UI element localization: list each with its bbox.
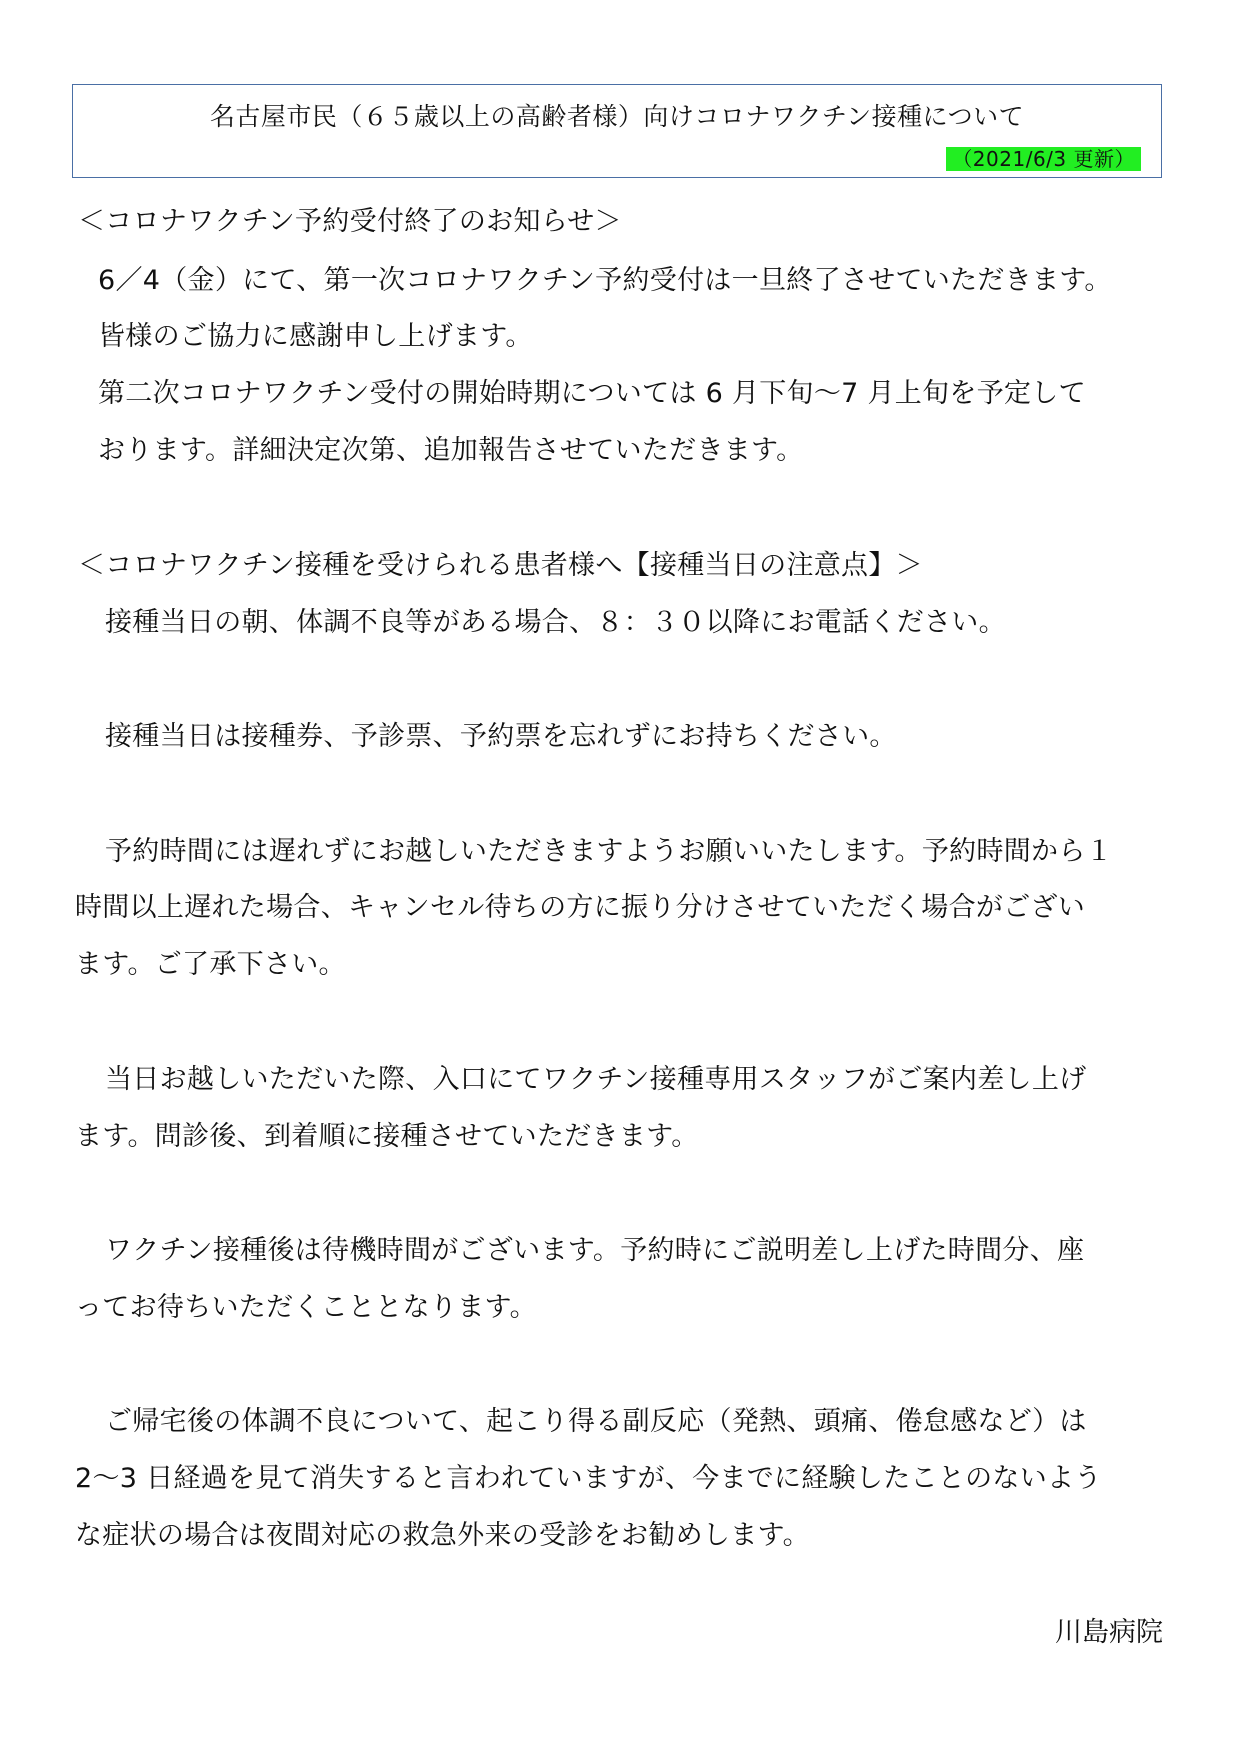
precaution-line: な症状の場合は夜間対応の救急外来の受診をお勧めします。 (75, 1520, 810, 1551)
document-title: 名古屋市民（６５歳以上の高齢者様）向けコロナワクチン接種について (209, 102, 1025, 131)
precaution-line: 2～3 日経過を見て消失すると言われていますが、今までに経験したことのないよう (75, 1463, 1102, 1494)
precaution-line: ご帰宅後の体調不良について、起こり得る副反応（発熱、頭痛、倦怠感など）は (105, 1406, 1087, 1437)
precaution-line: 当日お越しいただいた際、入口にてワクチン接種専用スタッフがご案内差し上げ (105, 1064, 1087, 1095)
precaution-line: 予約時間には遅れずにお越しいただきますようお願いいたします。予約時間から１ (105, 836, 1113, 867)
notice-line: 皆様のご協力に感謝申し上げます。 (98, 321, 533, 352)
precaution-line: ます。問診後、到着順に接種させていただきます。 (75, 1121, 699, 1152)
notice-line: おります。詳細決定次第、追加報告させていただきます。 (98, 435, 804, 466)
precaution-line: ます。ご了承下さい。 (75, 949, 346, 980)
precautions-heading: ＜コロナワクチン接種を受けられる患者様へ【接種当日の注意点】＞ (78, 550, 923, 581)
precaution-line: 時間以上遅れた場合、キャンセル待ちの方に振り分けさせていただく場合がござい (75, 892, 1086, 923)
notice-heading: ＜コロナワクチン予約受付終了のお知らせ＞ (78, 206, 622, 237)
precaution-line: ってお待ちいただくこととなります。 (75, 1292, 537, 1323)
precaution-line: 接種当日の朝、体調不良等がある場合、８：３０以降にお電話ください。 (105, 607, 1006, 638)
update-date-badge: （2021/6/3 更新） (946, 147, 1141, 171)
precaution-line: 接種当日は接種券、予診票、予約票を忘れずにお持ちください。 (105, 721, 897, 752)
header-box (72, 84, 1162, 178)
notice-line: 第二次コロナワクチン受付の開始時期については 6 月下旬～7 月上旬を予定して (98, 378, 1086, 409)
precaution-line: ワクチン接種後は待機時間がございます。予約時にご説明差し上げた時間分、座 (105, 1235, 1085, 1266)
notice-line: 6／4（金）にて、第一次コロナワクチン予約受付は一旦終了させていただきます。 (98, 265, 1112, 296)
hospital-signature: 川島病院 (1055, 1617, 1163, 1648)
